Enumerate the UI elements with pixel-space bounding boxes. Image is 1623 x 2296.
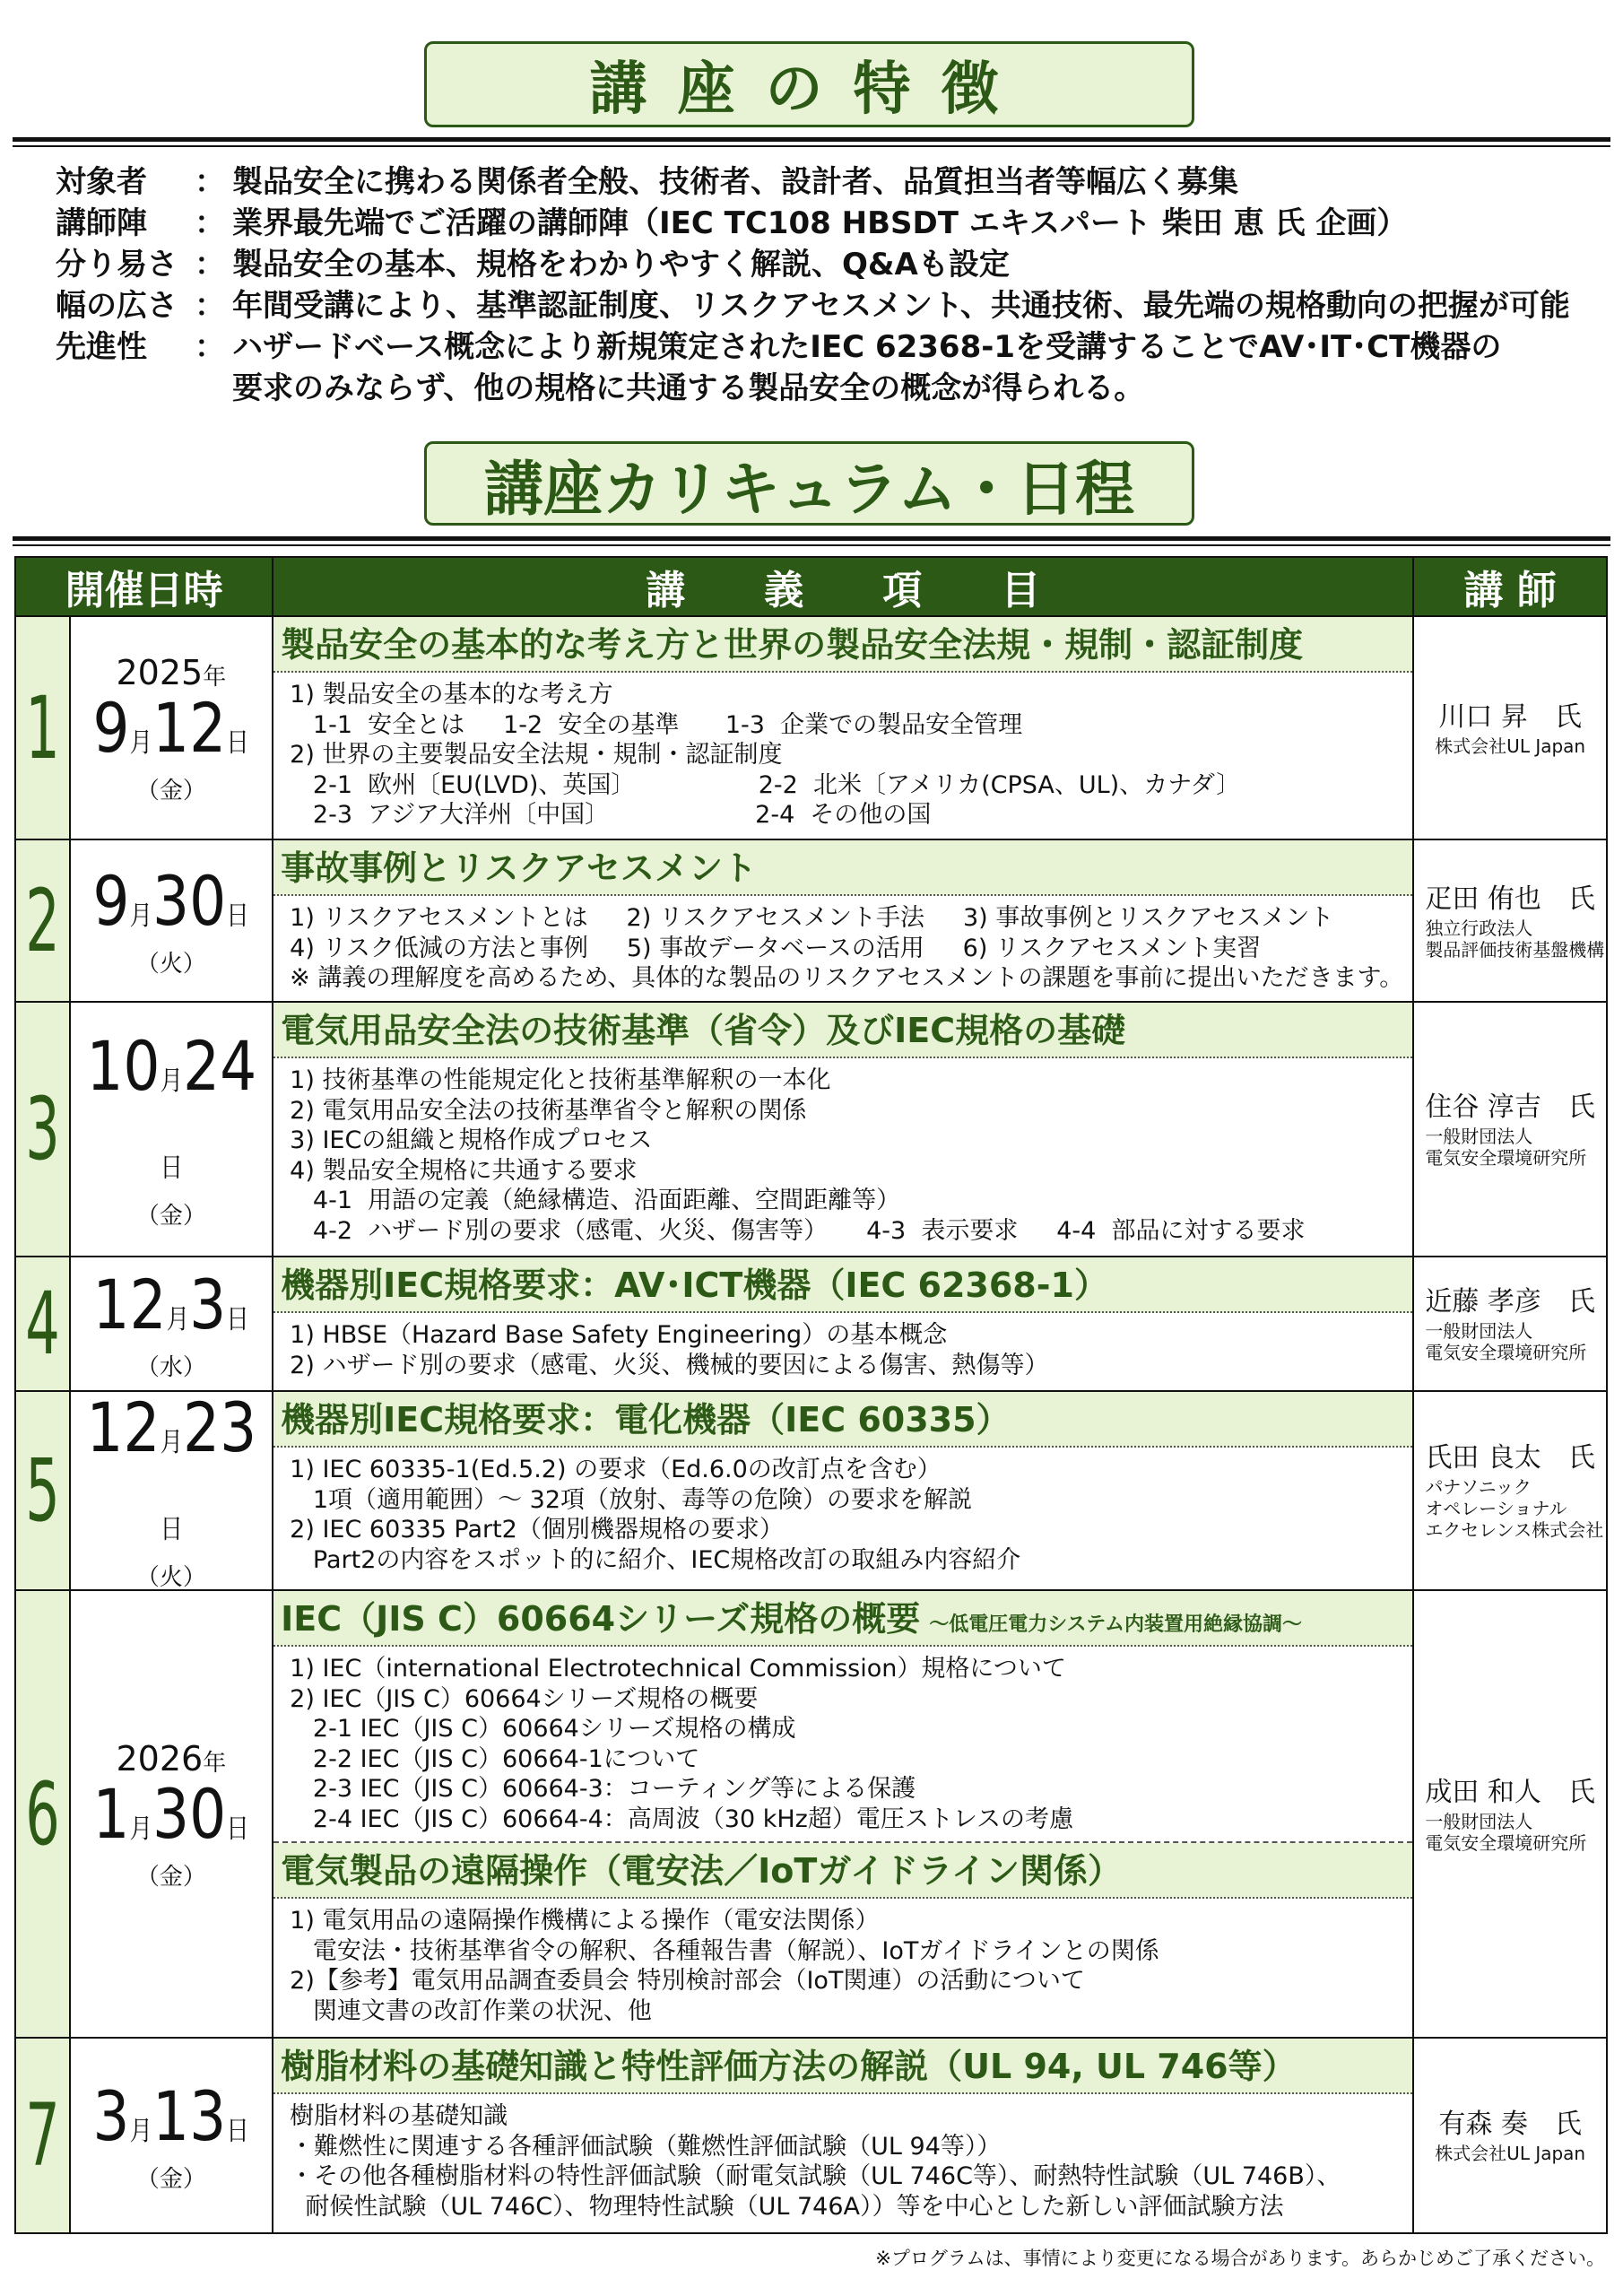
day-unit: 日	[226, 2115, 250, 2147]
topic-line: 2-2 IEC（JIS C）60664-1について	[290, 1744, 700, 1773]
topic-line: 2) IEC（JIS C）60664シリーズ規格の概要	[290, 1684, 759, 1713]
lecturer-cell	[1413, 1257, 1607, 1391]
header-lecturer: 講 師	[1413, 557, 1607, 616]
weekday: （金）	[135, 1203, 206, 1230]
lecturer-cell	[1413, 1391, 1607, 1590]
month-day	[85, 1026, 256, 1205]
lecture-title-text: 樹脂材料の基礎知識と特性評価方法の解説（UL 94, UL 746等）	[281, 2047, 1297, 2086]
features-list	[56, 161, 1570, 409]
lecture-topics	[273, 1313, 1412, 1387]
lecturer-name: 成田 和人 氏	[1425, 1776, 1595, 1808]
topic-line: 1) 電気用品の遠隔操作機構による操作（電安法関係）	[290, 1907, 880, 1935]
month-value: 3	[92, 2075, 130, 2156]
lecturer-name: 近藤 孝彦 氏	[1425, 1286, 1595, 1318]
table-row	[15, 839, 1607, 1002]
day-value: 30	[152, 861, 227, 941]
day-value: 12	[152, 688, 227, 768]
topic-line: 2)【参考】電気用品調査委員会 特別検討部会（IoT関連）の活動について	[290, 1967, 1085, 1995]
day-value: 24	[182, 1026, 256, 1106]
year-value: 2026	[116, 1739, 204, 1779]
lecturer-organization: 一般財団法人	[1425, 1126, 1533, 1147]
day-unit: 日	[160, 1514, 183, 1545]
feature-text	[232, 244, 1010, 285]
month-unit: 月	[160, 1065, 183, 1097]
feature-text	[232, 203, 1407, 244]
topic-line: 4-1 用語の定義（絶縁構造、沿面距離、空間距離等）	[290, 1187, 901, 1214]
session-number-text: 7	[25, 2085, 60, 2186]
lecturer-name: 住谷 淳吉 氏	[1425, 1091, 1595, 1123]
feature-label: 幅の広さ	[56, 288, 178, 324]
topic-line: 4-2 ハザード別の要求（感電、火災、傷害等） 4-3 表示要求 4-4 部品に対する要求	[290, 1216, 1306, 1245]
lecture-title-text: 事故事例とリスクアセスメント	[281, 848, 758, 888]
lecturer-organization: 製品評価技術基盤機構	[1425, 938, 1605, 961]
day-unit: 日	[160, 1152, 183, 1184]
date-block	[71, 653, 273, 803]
lecture-topics	[273, 1899, 1412, 2033]
topic-line: ※ 講義の理解度を高めるため、具体的な製品のリスクアセスメントの課題を事前に提出いただきます。	[290, 964, 1404, 992]
date-block	[71, 1387, 273, 1591]
topic-line: 2-1 IEC（JIS C）60664シリーズ規格の構成	[290, 1715, 796, 1743]
weekday: （金）	[135, 2165, 206, 2193]
lecture-title	[273, 1003, 1412, 1058]
lecture-title	[273, 840, 1412, 896]
lecturer-name: 有森 奏 氏	[1438, 2109, 1582, 2140]
lecture-title-text: 電気用品安全法の技術基準（省令）及びIEC規格の基礎	[281, 1011, 1126, 1050]
year	[71, 1739, 273, 1779]
session-number	[15, 1590, 70, 2038]
lecture-subtitle: ～低電圧電力システム内装置用絶縁協調～	[929, 1613, 1303, 1636]
feature-line: 要求のみならず、他の規格に共通する製品安全の概念が得られる。	[232, 370, 1145, 406]
session-content	[273, 616, 1413, 839]
divider	[13, 137, 1610, 142]
topic-line: 3) IECの組織と規格作成プロセス	[290, 1126, 653, 1154]
year-unit: 年	[203, 664, 227, 691]
session-number	[15, 1391, 70, 1590]
lecturer-organization: オペレーショナル	[1425, 1498, 1567, 1519]
session-number	[15, 1257, 70, 1391]
year-unit: 年	[203, 1750, 227, 1777]
topic-line: 関連文書の改訂作業の状況、他	[290, 1996, 652, 2025]
topic-line: Part2の内容をスポット的に紹介、IEC規格改訂の取組み内容紹介	[290, 1545, 1021, 1574]
lecture-title	[273, 1843, 1412, 1899]
lecture-section	[273, 1003, 1412, 1253]
lecturer-cell	[1413, 616, 1607, 839]
feature-label: 先進性	[56, 329, 147, 365]
session-date	[70, 1002, 273, 1257]
month-value: 12	[85, 1387, 161, 1467]
feature-text	[232, 285, 1570, 326]
topic-line: ・その他各種樹脂材料の特性評価試験（耐電気試験（UL 746C等）、耐熱特性試験（UL 746B）、	[290, 2162, 1341, 2190]
lecture-title-text: 電気製品の遠隔操作（電安法／IoTガイドライン関係）	[281, 1851, 1123, 1891]
session-date	[70, 1257, 273, 1391]
session-date	[70, 616, 273, 839]
topic-line: 1) HBSE（Hazard Base Safety Engineering）の基本概念	[290, 1321, 948, 1349]
lecture-section	[273, 2039, 1412, 2229]
topic-line: 2) 電気用品安全法の技術基準省令と解釈の関係	[290, 1096, 807, 1125]
lecture-title	[273, 1591, 1412, 1647]
feature-colon: ：	[195, 205, 225, 241]
session-date	[70, 1387, 273, 1591]
feature-text	[232, 161, 1238, 203]
feature-text	[232, 326, 1501, 409]
feature-colon: ：	[195, 288, 225, 324]
month-day	[92, 1774, 250, 1866]
lecture-topics	[273, 1647, 1412, 1841]
lecture-section	[273, 840, 1412, 1001]
topic-line: 4) 製品安全規格に共通する要求	[290, 1156, 638, 1185]
date-block	[71, 861, 273, 978]
lecturer-organization: パナソニック	[1425, 1476, 1532, 1498]
lecturer-organization: 独立行政法人	[1425, 917, 1533, 939]
table-row	[15, 616, 1607, 839]
lecture-title	[273, 617, 1412, 673]
lecturer-organization: 一般財団法人	[1425, 1810, 1533, 1832]
topic-line: 1) 技術基準の性能規定化と技術基準解釈の一本化	[290, 1066, 831, 1094]
year-value: 2025	[116, 653, 204, 692]
weekday: （火）	[135, 951, 206, 978]
lecture-title	[273, 1257, 1412, 1313]
feature-line: ハザードベース概念により新規策定されたIEC 62368-1を受講することでAV･IT･CT機器の	[232, 329, 1502, 365]
lecture-section	[273, 1257, 1412, 1387]
weekday: （火）	[135, 1564, 206, 1591]
lecture-section	[273, 1591, 1412, 1841]
lecture-title	[273, 1392, 1412, 1448]
topic-line: 1-1 安全とは 1-2 安全の基準 1-3 企業での製品安全管理	[290, 710, 1023, 739]
session-number-text: 6	[25, 1763, 60, 1865]
lecture-title	[273, 2039, 1412, 2094]
session-date	[70, 839, 273, 1002]
month-value: 9	[92, 688, 130, 768]
lecture-title-text: 機器別IEC規格要求：AV･ICT機器（IEC 62368-1）	[281, 1265, 1108, 1305]
lecturer-cell	[1413, 1002, 1607, 1257]
topic-line: 1項（適用範囲）～ 32項（放射、毒等の危険）の要求を解説	[290, 1485, 973, 1514]
table-row	[15, 1391, 1607, 1590]
weekday: （金）	[135, 778, 206, 804]
lecturer-organization: 電気安全環境研究所	[1425, 1831, 1587, 1854]
session-number-text: 2	[25, 870, 60, 971]
topic-line: 1) IEC（international Electrotechnical Commission）規格について	[290, 1655, 1066, 1683]
feature-line: 年間受講により、基準認証制度、リスクアセスメント、共通技術、最先端の規格動向の把握が可能	[232, 288, 1570, 324]
feature-item	[56, 203, 1570, 244]
topic-line: 2-1 欧州〔EU(LVD)、英国〕 2-2 北米〔アメリカ(CPSA、UL)、カナダ〕	[290, 770, 1241, 799]
month-day	[92, 688, 250, 779]
lecture-topics	[273, 1058, 1412, 1253]
day-unit: 日	[226, 727, 250, 759]
feature-label: 講師陣	[56, 205, 147, 241]
day-value: 23	[182, 1387, 256, 1467]
session-content	[273, 1257, 1413, 1391]
topic-line: 2-3 アジア大洋州〔中国〕 2-4 その他の国	[290, 801, 932, 829]
lecture-title-text: IEC（JIS C）60664シリーズ規格の概要	[281, 1599, 921, 1639]
lecture-topics	[273, 2094, 1412, 2229]
feature-label: 分り易さ	[56, 247, 178, 283]
footer-note: ※プログラムは、事情により変更になる場合があります。あらかじめご了承ください。	[875, 2248, 1605, 2269]
date-block	[71, 1026, 273, 1230]
lecture-title-text: 機器別IEC規格要求：電化機器（IEC 60335）	[281, 1400, 1011, 1439]
lecture-title-text: 製品安全の基本的な考え方と世界の製品安全法規・規制・認証制度	[281, 625, 1304, 665]
topic-line: 2) IEC 60335 Part2（個別機器規格の要求）	[290, 1516, 784, 1544]
session-number	[15, 2038, 70, 2233]
lecturer-organization: エクセレンス株式会社	[1425, 1519, 1604, 1541]
lecturer-name: 川口 昇 氏	[1438, 700, 1582, 733]
session-number-text: 4	[25, 1274, 60, 1374]
day-value: 13	[152, 2075, 227, 2156]
feature-colon: ：	[195, 247, 225, 283]
topic-line: 1) リスクアセスメントとは 2) リスクアセスメント手法 3) 事故事例とリスクアセスメント	[290, 904, 1334, 932]
date-block	[71, 2075, 273, 2193]
session-number-text: 3	[25, 1079, 60, 1179]
features-heading: 講座の特徴	[424, 41, 1194, 127]
lecturer-name: 疋田 侑也 氏	[1425, 883, 1595, 915]
curriculum-table	[14, 556, 1608, 2234]
month-day	[92, 2075, 250, 2168]
date-block	[71, 1264, 273, 1381]
header-subject: 講 義 項 目	[273, 557, 1413, 616]
topic-line: 4) リスク低減の方法と事例 5) 事故データベースの活用 6) リスクアセスメント実習	[290, 934, 1262, 962]
topic-line: 2-4 IEC（JIS C）60664-4：高周波（30 kHz超）電圧ストレスの考慮	[290, 1805, 1074, 1833]
month-value: 10	[85, 1026, 161, 1106]
feature-colon: ：	[195, 164, 225, 200]
lecture-section	[273, 617, 1412, 838]
date-block	[71, 1739, 273, 1889]
lecturer-organization: 株式会社UL Japan	[1435, 735, 1586, 757]
month-unit: 月	[129, 900, 153, 932]
day-unit: 日	[226, 1813, 250, 1845]
session-number-text: 1	[25, 677, 60, 778]
session-number	[15, 839, 70, 1002]
lecture-section	[273, 1841, 1412, 2033]
topic-line: 2) 世界の主要製品安全法規・規制・認証制度	[290, 741, 783, 769]
lecture-topics	[273, 673, 1412, 838]
lecture-topics	[273, 1448, 1412, 1582]
lecturer-name: 氏田 良太 氏	[1425, 1442, 1595, 1474]
divider	[13, 544, 1610, 546]
feature-colon: ：	[195, 329, 225, 365]
weekday: （水）	[135, 1353, 206, 1381]
month-day	[85, 1387, 256, 1566]
feature-item	[56, 285, 1570, 326]
day-value: 3	[189, 1264, 227, 1344]
topic-line: 耐候性試験（UL 746C）、物理特性試験（UL 746A））等を中心とした新しい評価試験方法	[290, 2192, 1284, 2221]
session-number	[15, 616, 70, 839]
topic-line: 電安法・技術基準省令の解釈、各種報告書（解説）、IoTガイドラインとの関係	[290, 1936, 1159, 1965]
lecture-topics	[273, 896, 1412, 1001]
month-unit: 月	[129, 1813, 153, 1845]
table-row	[15, 1002, 1607, 1257]
day-value: 30	[152, 1774, 227, 1854]
feature-label: 対象者	[56, 164, 147, 200]
curriculum-heading: 講座カリキュラム・日程	[424, 441, 1194, 526]
feature-line: 業界最先端でご活躍の講師陣（IEC TC108 HBSDT エキスパート 柴田 恵 氏 企画）	[232, 205, 1408, 241]
topic-line: 樹脂材料の基礎知識	[290, 2102, 508, 2130]
feature-item	[56, 161, 1570, 203]
lecturer-cell	[1413, 1590, 1607, 2038]
session-date	[70, 2038, 273, 2233]
session-number	[15, 1002, 70, 1257]
feature-line: 製品安全の基本、規格をわかりやすく解説、Q&Aも設定	[232, 247, 1010, 283]
session-content	[273, 839, 1413, 1002]
month-value: 12	[92, 1264, 167, 1344]
lecture-section	[273, 1392, 1412, 1582]
session-date	[70, 1590, 273, 2038]
topic-line: 1) 製品安全の基本的な考え方	[290, 681, 613, 709]
table-row	[15, 1590, 1607, 2038]
header-date: 開催日時	[15, 557, 273, 616]
month-unit: 月	[166, 1303, 190, 1335]
session-content	[273, 1391, 1413, 1590]
topic-line: 2) ハザード別の要求（感電、火災、機械的要因による傷害、熱傷等）	[290, 1351, 1049, 1379]
table-row	[15, 1257, 1607, 1391]
feature-item	[56, 244, 1570, 285]
month-value: 1	[92, 1774, 130, 1854]
lecturer-organization: 一般財団法人	[1425, 1320, 1533, 1342]
day-unit: 日	[226, 900, 250, 932]
feature-line: 製品安全に携わる関係者全般、技術者、設計者、品質担当者等幅広く募集	[232, 164, 1238, 200]
year	[71, 653, 273, 692]
month-unit: 月	[129, 727, 153, 759]
topic-line: ・難燃性に関連する各種評価試験（難燃性評価試験（UL 94等））	[290, 2132, 1002, 2161]
divider	[13, 145, 1610, 147]
session-content	[273, 1002, 1413, 1257]
lecturer-cell	[1413, 2038, 1607, 2233]
topic-line: 1) IEC 60335-1(Ed.5.2) の要求（Ed.6.0の改訂点を含む）	[290, 1456, 942, 1483]
lecturer-organization: 株式会社UL Japan	[1435, 2143, 1586, 2164]
topic-line: 2-3 IEC（JIS C）60664-3：コーティング等による保護	[290, 1775, 916, 1803]
lecturer-organization: 電気安全環境研究所	[1425, 1342, 1587, 1363]
lecturer-organization: 電気安全環境研究所	[1425, 1147, 1587, 1169]
divider	[13, 536, 1610, 541]
feature-item	[56, 326, 1570, 409]
table-row	[15, 2038, 1607, 2233]
weekday: （金）	[135, 1864, 206, 1891]
month-value: 9	[92, 861, 130, 941]
month-day	[92, 861, 250, 952]
lecturer-cell	[1413, 839, 1607, 1002]
month-day	[92, 1264, 250, 1356]
session-content	[273, 1590, 1413, 2038]
session-number-text: 5	[25, 1440, 60, 1541]
day-unit: 日	[226, 1303, 250, 1335]
month-unit: 月	[129, 2115, 153, 2147]
session-content	[273, 2038, 1413, 2233]
month-unit: 月	[160, 1427, 183, 1458]
